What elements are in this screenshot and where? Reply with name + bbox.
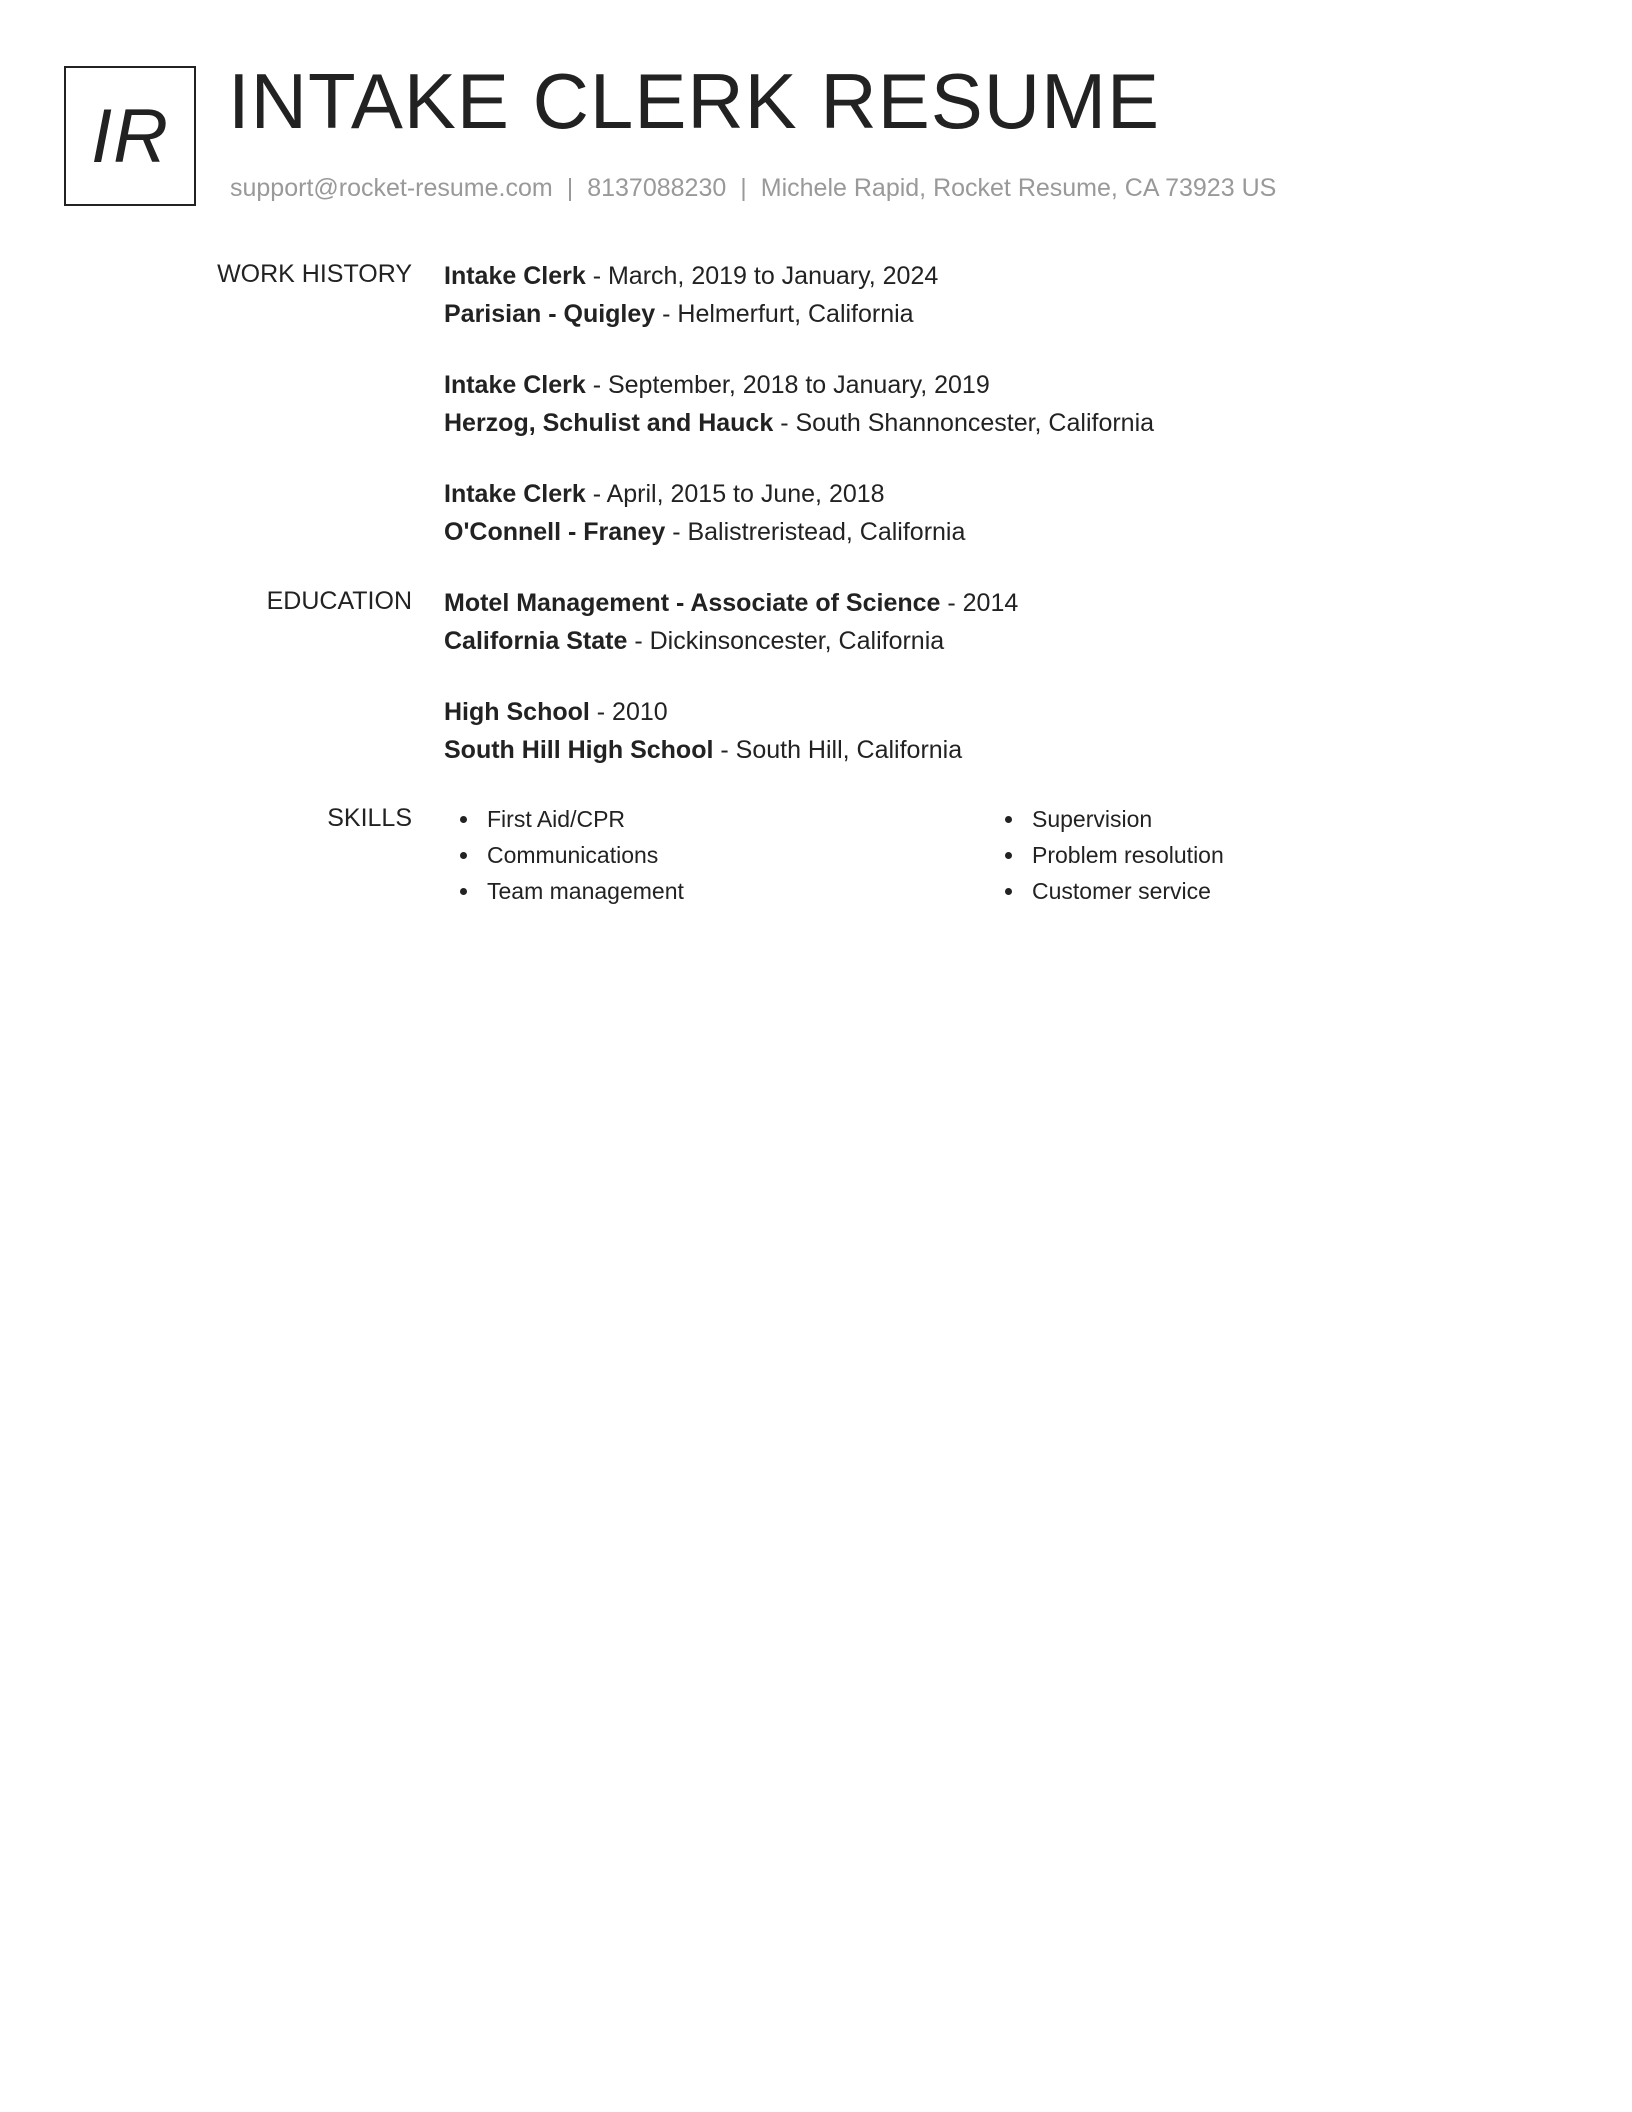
company-location: - Balistreristead, California (665, 518, 966, 546)
company-name: Parisian - Quigley (444, 300, 656, 328)
page-title: INTAKE CLERK RESUME (228, 57, 1161, 145)
job-title: Intake Clerk (444, 480, 586, 508)
company-location: - South Shannoncester, California (773, 409, 1155, 437)
education-entry-school (444, 622, 1018, 660)
contact-line (230, 174, 1276, 203)
degree: Motel Management - Associate of Science (444, 589, 941, 617)
work-entry-company (444, 513, 965, 551)
contact-separator: | (740, 174, 747, 202)
degree: High School (444, 698, 590, 726)
job-dates: - September, 2018 to January, 2019 (585, 371, 990, 399)
school-location: - Dickinsoncester, California (627, 627, 945, 655)
work-entry (444, 257, 938, 333)
company-name: Herzog, Schulist and Hauck (444, 409, 774, 437)
work-entry-heading (444, 475, 965, 513)
company-name: O'Connell - Franey (444, 518, 666, 546)
work-entry-company (444, 295, 938, 333)
work-entry (444, 475, 965, 551)
school-location: - South Hill, California (713, 736, 963, 764)
skills-list-right (989, 801, 1224, 909)
monogram: IR (64, 66, 196, 206)
education-entry (444, 693, 962, 769)
job-dates: - April, 2015 to June, 2018 (585, 480, 885, 508)
education-entry-heading (444, 693, 962, 731)
job-title: Intake Clerk (444, 371, 586, 399)
skill-item: Supervision (989, 801, 1224, 837)
skill-item: First Aid/CPR (444, 801, 684, 837)
section-label-education: EDUCATION (266, 587, 412, 615)
job-title: Intake Clerk (444, 262, 586, 290)
skills-list-left (444, 801, 684, 909)
job-dates: - March, 2019 to January, 2024 (585, 262, 939, 290)
education-entry (444, 584, 1018, 660)
section-label-work-history: WORK HISTORY (217, 260, 412, 288)
education-year: - 2014 (940, 589, 1019, 617)
work-entry-heading (444, 257, 938, 295)
contact-email: support@rocket-resume.com (230, 174, 553, 202)
skill-item: Communications (444, 837, 684, 873)
contact-address: Michele Rapid, Rocket Resume, CA 73923 US (760, 174, 1277, 202)
education-entry-heading (444, 584, 1018, 622)
contact-separator: | (566, 174, 574, 202)
company-location: - Helmerfurt, California (655, 300, 914, 328)
school-name: South Hill High School (444, 736, 714, 764)
work-entry (444, 366, 1154, 442)
skill-item: Team management (444, 873, 684, 909)
school-name: California State (444, 627, 628, 655)
education-entry-school (444, 731, 962, 769)
contact-phone: 8137088230 (587, 174, 727, 202)
education-year: - 2010 (589, 698, 668, 726)
skill-item: Customer service (989, 873, 1224, 909)
work-entry-heading (444, 366, 1154, 404)
skill-item: Problem resolution (989, 837, 1224, 873)
work-entry-company (444, 404, 1154, 442)
section-label-skills: SKILLS (327, 804, 412, 832)
